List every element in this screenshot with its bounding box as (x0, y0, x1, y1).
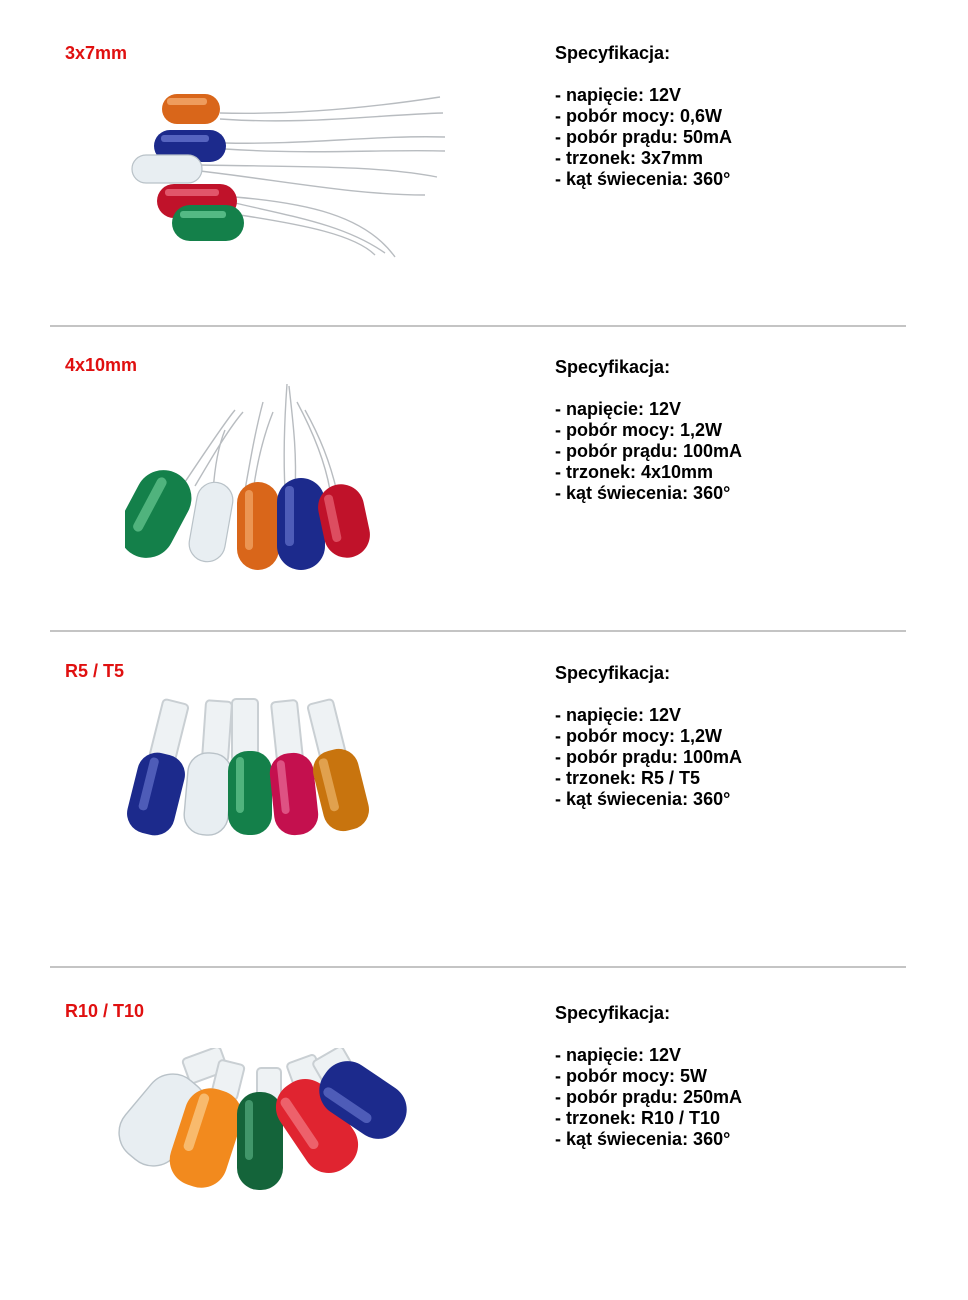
spec-heading: Specyfikacja: (555, 1003, 671, 1023)
spec-current: - pobór prądu: 100mA (555, 747, 743, 767)
spec-base: - trzonek: 4x10mm (555, 462, 714, 482)
spec-list (555, 85, 732, 190)
spec-list (555, 705, 742, 810)
spec-current: - pobór prądu: 250mA (555, 1087, 743, 1107)
spec-block (555, 1003, 742, 1150)
spec-base: - trzonek: 3x7mm (555, 148, 704, 168)
spec-angle: - kąt świecenia: 360° (555, 169, 731, 189)
spec-current: - pobór prądu: 50mA (555, 127, 733, 147)
spec-base: - trzonek: R10 / T10 (555, 1108, 721, 1128)
spec-voltage: - napięcie: 12V (555, 705, 682, 725)
section-divider (50, 325, 906, 327)
spec-angle: - kąt świecenia: 360° (555, 789, 731, 809)
bulb-photo-glass-wedge-icon (115, 1048, 415, 1198)
spec-power: - pobór mocy: 0,6W (555, 106, 723, 126)
spec-angle: - kąt świecenia: 360° (555, 483, 731, 503)
spec-heading: Specyfikacja: (555, 43, 671, 63)
spec-base: - trzonek: R5 / T5 (555, 768, 701, 788)
product-title: 3x7mm (65, 43, 128, 63)
spec-list (555, 1045, 742, 1150)
spec-angle: - kąt świecenia: 360° (555, 1129, 731, 1149)
spec-heading: Specyfikacja: (555, 357, 671, 377)
spec-block (555, 357, 742, 504)
spec-block (555, 43, 732, 190)
spec-current: - pobór prądu: 100mA (555, 441, 743, 461)
product-title: 4x10mm (65, 355, 138, 375)
bulb-photo-glass-wedge-icon (122, 695, 382, 845)
section-divider (50, 630, 906, 632)
product-title: R5 / T5 (65, 661, 125, 681)
spec-list (555, 399, 742, 504)
spec-voltage: - napięcie: 12V (555, 85, 682, 105)
spec-power: - pobór mocy: 5W (555, 1066, 707, 1086)
bulb-photo-wire-wedge-icon (125, 85, 455, 265)
section-divider (50, 966, 906, 968)
spec-block (555, 663, 742, 810)
product-title: R10 / T10 (65, 1001, 145, 1021)
spec-heading: Specyfikacja: (555, 663, 671, 683)
spec-power: - pobór mocy: 1,2W (555, 726, 723, 746)
spec-voltage: - napięcie: 12V (555, 399, 682, 419)
bulb-photo-wire-wedge-icon (125, 382, 385, 572)
spec-power: - pobór mocy: 1,2W (555, 420, 723, 440)
spec-voltage: - napięcie: 12V (555, 1045, 682, 1065)
